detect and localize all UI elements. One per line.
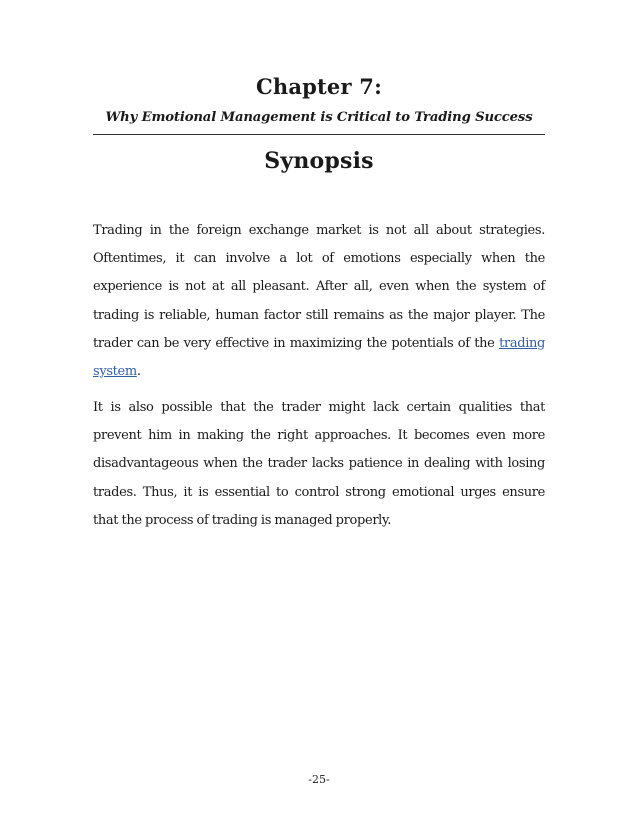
paragraph-line: trading is reliable, human factor still remains as the major player. The [93, 307, 545, 323]
paragraph-line [93, 358, 545, 386]
paragraph-line: that the process of trading is managed properly. [93, 512, 392, 528]
paragraph-synopsis-1 [93, 217, 545, 386]
trading-system-link[interactable]: trading [499, 335, 545, 351]
paragraph-line: Oftentimes, it can involve a lot of emotions especially when the [93, 251, 545, 267]
paragraph-line: prevent him in making the right approaches. It becomes even more [93, 428, 545, 444]
paragraph-line: experience is not at all pleasant. After all, even when the system of [93, 279, 545, 295]
paragraph-synopsis-2 [93, 394, 545, 535]
paragraph-line: disadvantageous when the trader lacks patience in dealing with losing [93, 456, 545, 472]
chapter-subtitle: Why Emotional Management is Critical to Trading Success [105, 110, 533, 125]
paragraph-line: trades. Thus, it is essential to control strong emotional urges ensure [93, 484, 545, 500]
paragraph-line: Trading in the foreign exchange market is not all about strategies. [93, 223, 545, 238]
paragraph-line-tail: . [136, 364, 141, 380]
paragraph-line-text: trader can be very effective in maximizing the potentials of the [93, 335, 495, 351]
trading-system-link-continued[interactable]: system [93, 364, 137, 380]
title-divider [93, 134, 545, 135]
chapter-title: Chapter 7: [255, 74, 383, 99]
section-title: Synopsis [264, 148, 374, 174]
paragraph-line: It is also possible that the trader might lack certain qualities that [93, 400, 545, 415]
page-number: -25- [308, 773, 330, 786]
paragraph-line [93, 330, 545, 358]
